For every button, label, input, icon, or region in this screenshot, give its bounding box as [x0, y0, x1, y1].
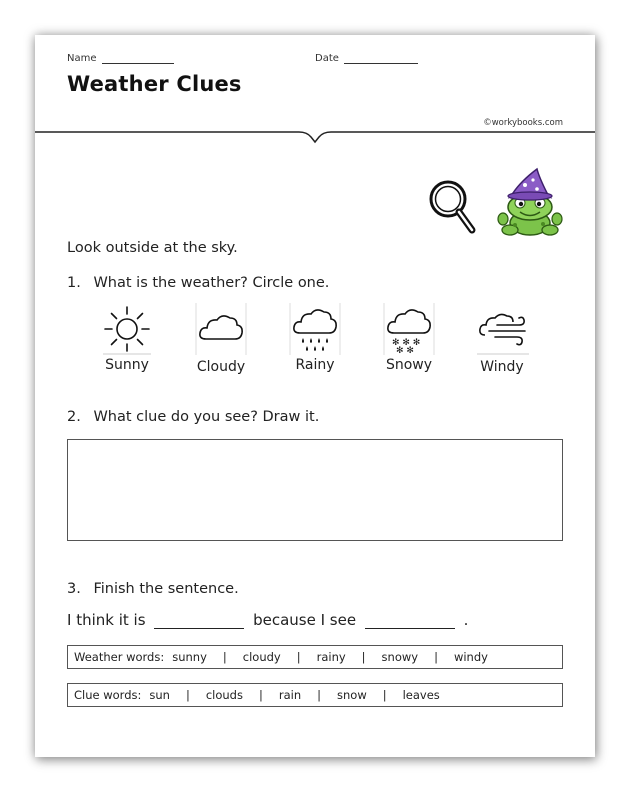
name-field-label: Name: [67, 53, 174, 64]
question-1-number: 1.: [67, 275, 81, 291]
weather-word: sunny: [172, 650, 207, 664]
separator: |: [361, 650, 366, 664]
sentence-part-1: I think it is: [67, 611, 146, 629]
name-field-blank[interactable]: [102, 63, 174, 64]
sentence-part-2: because I see: [253, 611, 357, 629]
separator: |: [222, 650, 227, 664]
weather-word: snowy: [381, 650, 419, 664]
snow-cloud-icon[interactable]: [382, 303, 436, 355]
header-divider: [35, 125, 595, 145]
clue-words-label: Clue words:: [74, 688, 142, 702]
svg-text:✻ ✻: ✻ ✻: [396, 346, 414, 355]
separator: |: [296, 650, 301, 664]
drawing-box[interactable]: [67, 439, 563, 541]
clue-words-box: [67, 683, 563, 707]
weather-word: windy: [453, 650, 488, 664]
sentence-frame: [67, 611, 468, 629]
separator: |: [317, 688, 321, 702]
question-1-text: What is the weather? Circle one.: [93, 275, 330, 291]
weather-blank[interactable]: [154, 628, 244, 629]
question-2-number: 2.: [67, 409, 81, 425]
clue-word: sun: [149, 688, 170, 702]
clue-blank[interactable]: [365, 628, 455, 629]
weather-words-label: Weather words:: [74, 650, 165, 664]
option-label-windy[interactable]: Windy: [480, 359, 524, 375]
wind-cloud-icon[interactable]: [475, 303, 531, 355]
clue-word: snow: [337, 688, 367, 702]
svg-text:✻ ✻ ✻: ✻ ✻ ✻: [392, 338, 421, 348]
clue-word: clouds: [205, 688, 243, 702]
option-label-cloudy[interactable]: Cloudy: [196, 359, 246, 375]
question-2: [67, 409, 319, 425]
rain-cloud-icon[interactable]: [288, 303, 342, 355]
separator: |: [258, 688, 263, 702]
option-label-sunny[interactable]: Sunny: [105, 357, 149, 373]
weather-word: cloudy: [242, 650, 281, 664]
question-3-text: Finish the sentence.: [93, 581, 239, 597]
cloud-icon[interactable]: [194, 303, 248, 355]
question-1: [67, 275, 329, 291]
sentence-end: .: [463, 611, 469, 629]
page-title: Weather Clues: [67, 72, 242, 96]
question-3-number: 3.: [67, 581, 81, 597]
option-label-rainy[interactable]: Rainy: [295, 357, 335, 373]
clue-word: leaves: [402, 688, 440, 702]
frog-wizard-mascot: [495, 167, 565, 241]
date-field-label: Date: [315, 53, 418, 64]
question-2-text: What clue do you see? Draw it.: [93, 409, 320, 425]
weather-word: rainy: [316, 650, 346, 664]
intro-text: Look outside at the sky.: [67, 240, 238, 256]
separator: |: [434, 650, 438, 664]
weather-words-box: [67, 645, 563, 669]
question-3: [67, 581, 239, 597]
separator: |: [382, 688, 387, 702]
magnifying-glass-icon: [427, 178, 479, 238]
sun-icon[interactable]: [101, 303, 153, 355]
date-field-blank[interactable]: [344, 63, 418, 64]
worksheet-page: [35, 35, 595, 757]
credit-text: ©workybooks.com: [483, 118, 563, 128]
option-label-snowy[interactable]: Snowy: [385, 357, 433, 373]
separator: |: [185, 688, 190, 702]
clue-word: rain: [278, 688, 302, 702]
